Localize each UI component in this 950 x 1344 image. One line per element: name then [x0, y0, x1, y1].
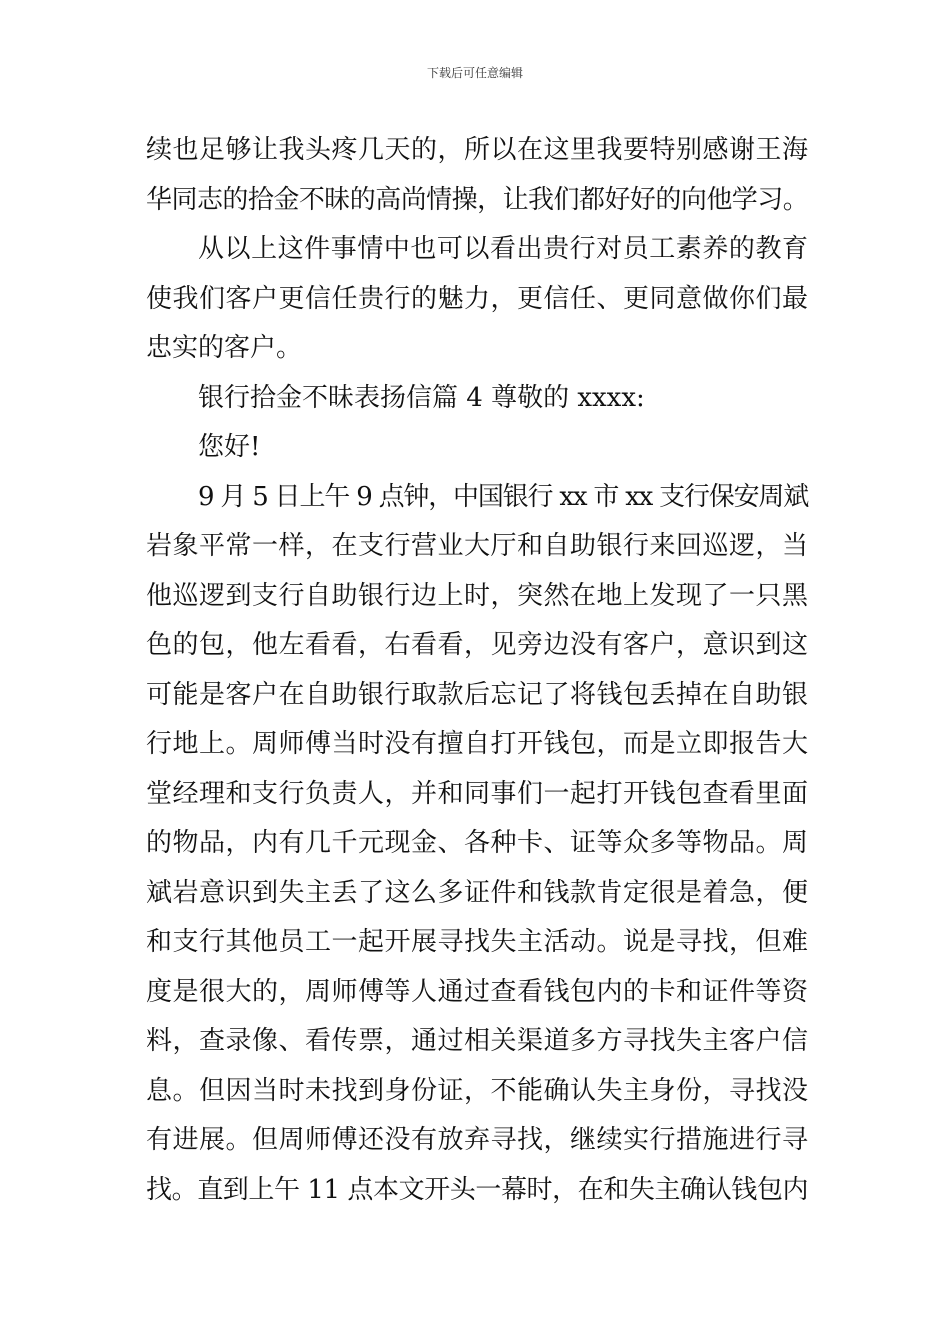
text-line: 忠实的客户。	[146, 333, 303, 363]
text-line: 斌岩意识到失主丢了这么多证件和钱款肯定很是着急，便	[146, 877, 808, 908]
text-line: 有进展。但周师傅还没有放弃寻找，继续实行措施进行寻	[146, 1125, 808, 1155]
text-line: 从以上这件事情中也可以看出贵行对员工素养的教育	[198, 234, 808, 264]
text-line: 的物品，内有几千元现金、各种卡、证等众多等物品。周	[146, 828, 808, 858]
text-line: 度是很大的，周师傅等人通过查看钱包内的卡和证件等资	[146, 976, 808, 1007]
text-line: 使我们客户更信任贵行的魅力，更信任、更同意做你们最	[146, 283, 808, 314]
body-text	[146, 126, 808, 1215]
text-line: 华同志的拾金不昧的高尚情操，让我们都好好的向他学习。	[146, 184, 808, 215]
text-line: 9 月 5 日上午 9 点钟，中国银行 xx 市 xx 支行保安周斌	[198, 481, 808, 512]
text-line: 行地上。周师傅当时没有擅自打开钱包，而是立即报告大	[146, 729, 808, 759]
text-line: 他巡逻到支行自助银行边上时，突然在地上发现了一只黑	[146, 580, 808, 611]
text-line: 岩象平常一样，在支行营业大厅和自助银行来回巡逻，当	[146, 531, 808, 561]
text-line: 色的包，他左看看，右看看，见旁边没有客户，意识到这	[146, 630, 808, 660]
text-line: 和支行其他员工一起开展寻找失主活动。说是寻找，但难	[146, 927, 808, 957]
text-line: 料，查录像、看传票，通过相关渠道多方寻找失主客户信	[146, 1026, 808, 1056]
text-line: 银行拾金不昧表扬信篇 4 尊敬的 xxxx:	[198, 382, 645, 413]
page-header: 下载后可任意编辑	[426, 66, 523, 80]
text-line: 续也足够让我头疼几天的，所以在这里我要特别感谢王海	[146, 135, 808, 165]
text-line: 找。直到上午 11 点本文开头一幕时，在和失主确认钱包内	[146, 1174, 808, 1205]
text-line: 堂经理和支行负责人，并和同事们一起打开钱包查看里面	[146, 778, 808, 809]
text-line: 可能是客户在自助银行取款后忘记了将钱包丢掉在自助银	[146, 679, 808, 710]
text-line: 息。但因当时未找到身份证，不能确认失主身份，寻找没	[146, 1075, 808, 1106]
text-line: 您好!	[198, 432, 261, 462]
